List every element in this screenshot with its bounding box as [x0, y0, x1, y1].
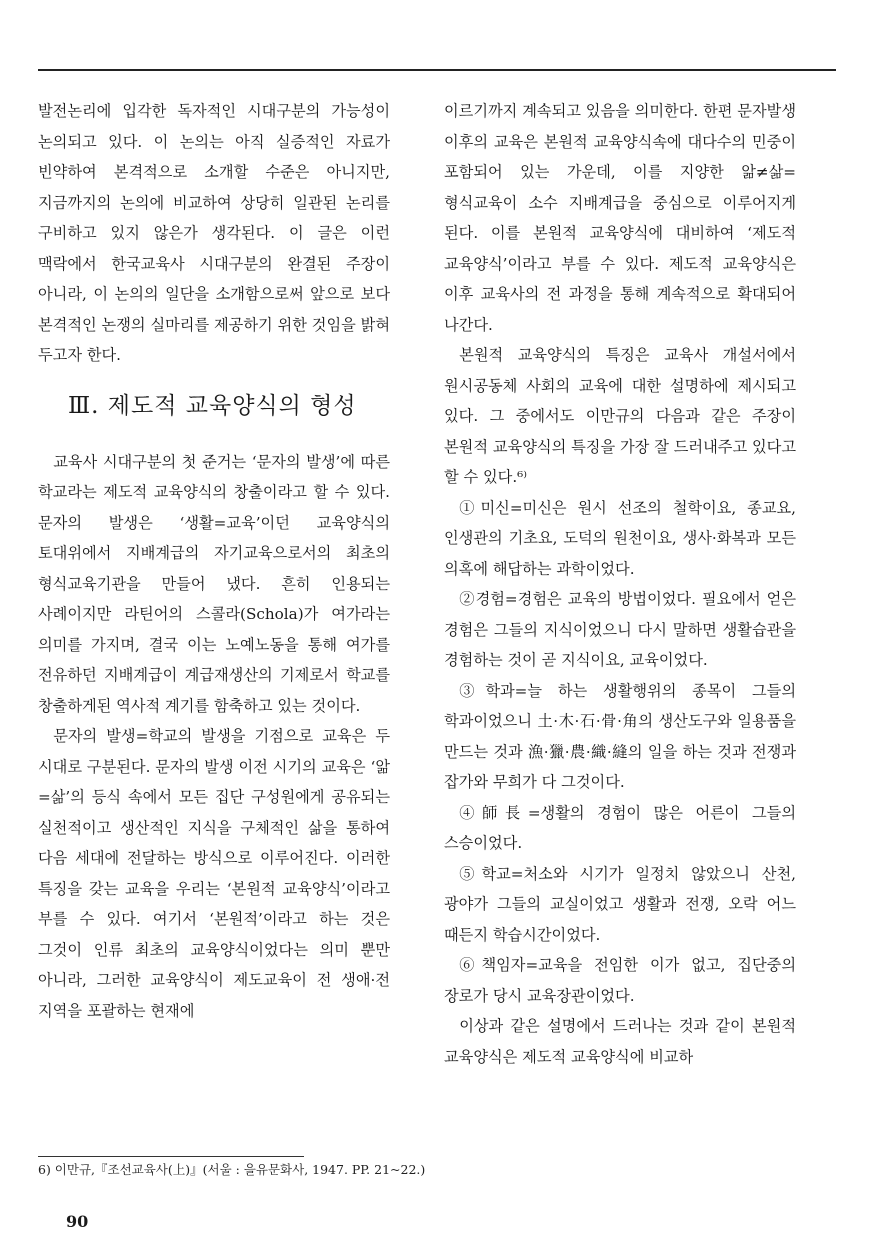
body-paragraph: 본원적 교육양식의 특징은 교육사 개설서에서 원시공동체 사회의 교육에 대한 설명하에 제시되고 있다. 그 중에서도 이만규의 다음과 같은 주장이 본원적 교육양식의 특징을 가장 잘 드러내주고 있다고 할 수 있다.⁶⁾ [444, 346, 796, 486]
header-rule [38, 69, 836, 71]
body-paragraph: 문자의 발생=학교의 발생을 기점으로 교육은 두 시대로 구분된다. 문자의 발생 이전 시기의 교육은 ‘앎=삶’의 등식 속에서 모든 집단 구성원에게 공유되는 실천적이고 생산적인 지식을 구체적인 삶을 통하여 다음 세대에 전달하는 방식으로 이루어진다. 이러한 특징을 갖는 교육을 우리는 ‘본원적 교육양식’이라고 부를 수 있다. 여기서 ‘본원적’이라고 하는 것은 그것이 인류 최초의 교육양식이었다는 의미 뿐만 아니라, 그러한 교육양식이 제도교육이 전 생애·전 지역을 포괄하는 현재에 [38, 727, 390, 1020]
right-column [444, 96, 796, 1072]
footnote: 6) 이만규,『조선교육사(上)』(서울 : 을유문화사, 1947. PP. 21~22.) [38, 1162, 426, 1177]
list-item: ④師長=생활의 경험이 많은 어른이 그들의 스승이었다. [444, 803, 796, 852]
intro-paragraph: 발전논리에 입각한 독자적인 시대구분의 가능성이 논의되고 있다. 이 논의는 아직 실증적인 자료가 빈약하여 본격적으로 소개할 수준은 아니지만, 지금까지의 논의에 비교하여 상당히 일관된 논리를 구비하고 있지 않은가 생각된다. 이 글은 이런 맥락에서 한국교육사 시대구분의 완결된 주장이 아니라, 이 논의의 일단을 소개함으로써 앞으로 보다 본격적인 논쟁의 실마리를 제공하기 위한 것임을 밝혀 두고자 한다. [38, 102, 390, 364]
body-paragraph: 이상과 같은 설명에서 드러나는 것과 같이 본원적 교육양식은 제도적 교육양식에 비교하 [444, 1017, 796, 1066]
body-paragraph: 교육사 시대구분의 첫 준거는 ‘문자의 발생’에 따른 학교라는 제도적 교육양식의 창출이라고 할 수 있다. 문자의 발생은 ‘생활=교육’이던 교육양식의 토대위에서 지배계급의 자기교육으로서의 최초의 형식교육기관을 만들어 냈다. 흔히 인용되는 사례이지만 라틴어의 스콜라(Schola)가 여가라는 의미를 가지며, 결국 이는 노예노동을 통해 여가를 전유하던 지배계급이 계급재생산의 기제로서 학교를 창출하게된 역사적 계기를 함축하고 있는 것이다. [38, 452, 390, 715]
list-item: ③학과=늘 하는 생활행위의 종목이 그들의 학과이었으니 土·木·石·骨·角의 생산도구와 일용품을 만드는 것과 漁·獵·農·織·縫의 일을 하는 것과 전쟁과 잡가와 무희가 다 그것이다. [444, 681, 796, 791]
page-number: 90 [66, 1212, 89, 1231]
section-heading: Ⅲ. 제도적 교육양식의 형성 [68, 392, 357, 419]
list-item: ⑥책임자=교육을 전임한 이가 없고, 집단중의 장로가 당시 교육장관이었다. [444, 956, 796, 1005]
footnote-rule [38, 1156, 304, 1157]
list-item: ②경험=경험은 교육의 방법이었다. 필요에서 얻은 경험은 그들의 지식이었으니 다시 말하면 생활습관을 경험하는 것이 곧 지식이요, 교육이었다. [444, 590, 796, 669]
list-item: ⑤학교=처소와 시기가 일정치 않았으니 산천, 광야가 그들의 교실이었고 생활과 전쟁, 오락 어느 때든지 학습시간이었다. [444, 864, 796, 944]
left-column [38, 96, 390, 1026]
body-paragraph: 이르기까지 계속되고 있음을 의미한다. 한편 문자발생 이후의 교육은 본원적 교육양식속에 대다수의 민중이 포함되어 있는 가운데, 이를 지양한 앎≠삶=형식교육이 소수 지배계급을 중심으로 이루어지게 된다. 이를 본원적 교육양식에 대비하여 ‘제도적 교육양식’이라고 부를 수 있다. 제도적 교육양식은 이후 교육사의 전 과정을 통해 계속적으로 확대되어 나간다. [444, 102, 796, 334]
list-item: ①미신=미신은 원시 선조의 철학이요, 종교요, 인생관의 기초요, 도덕의 원천이요, 생사·화복과 모든 의혹에 해답하는 과학이었다. [444, 498, 796, 578]
